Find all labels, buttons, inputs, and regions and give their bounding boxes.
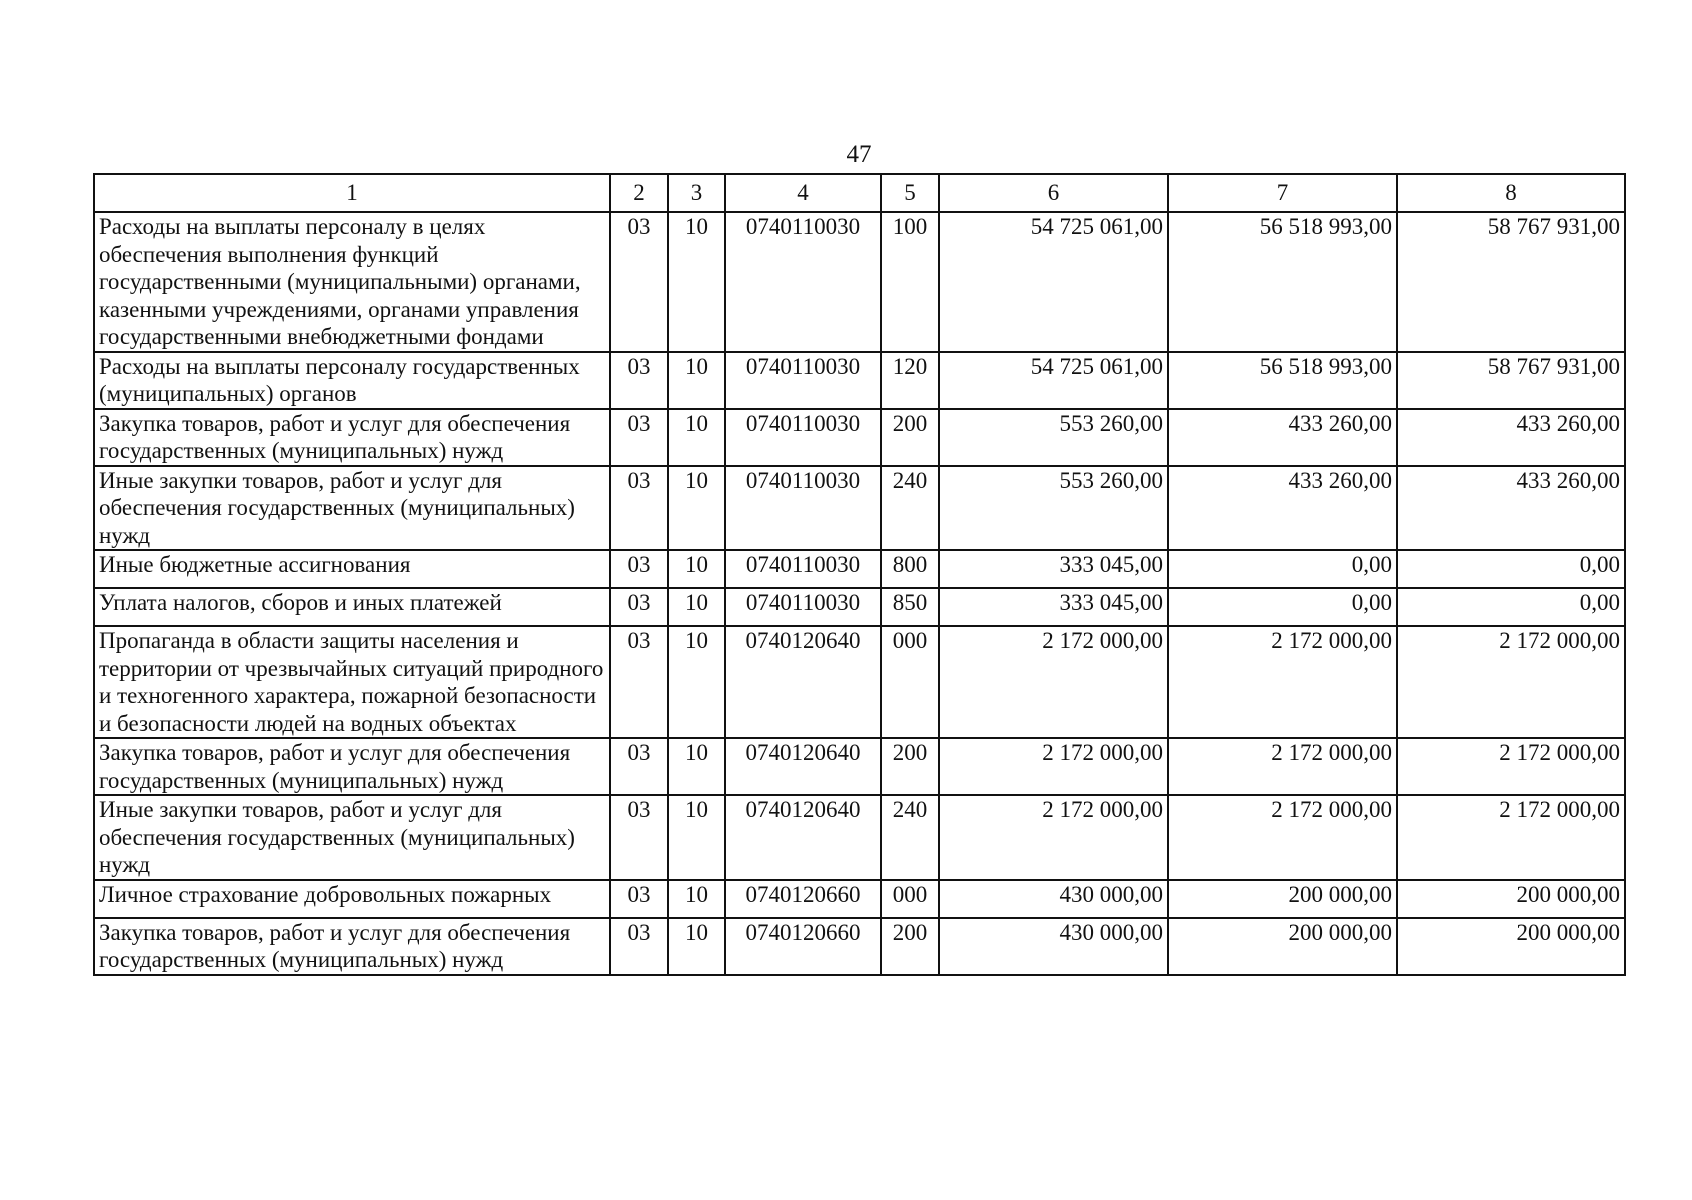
expense-type-code: 200	[881, 918, 939, 975]
amount-cell: 333 045,00	[939, 588, 1168, 626]
section-code: 03	[610, 588, 668, 626]
target-code: 0740110030	[725, 212, 881, 352]
table-row	[94, 588, 1625, 626]
expense-type-code: 240	[881, 795, 939, 880]
table-row	[94, 409, 1625, 466]
amount-cell: 54 725 061,00	[939, 352, 1168, 409]
amount-cell: 2 172 000,00	[1168, 795, 1397, 880]
table-row	[94, 352, 1625, 409]
table-header-row	[94, 174, 1625, 212]
amount-cell: 200 000,00	[1168, 918, 1397, 975]
amount-cell: 2 172 000,00	[939, 738, 1168, 795]
amount-cell: 430 000,00	[939, 918, 1168, 975]
target-code: 0740120640	[725, 795, 881, 880]
amount-cell: 433 260,00	[1397, 409, 1625, 466]
amount-cell: 433 260,00	[1397, 466, 1625, 551]
row-name: Расходы на выплаты персоналу в целях обеспечения выполнения функций государственными (муниципальными) органами, казенными учреждениями, органами управления государственными внебюджетными фондами	[94, 212, 610, 352]
expense-type-code: 000	[881, 880, 939, 918]
expense-type-code: 200	[881, 409, 939, 466]
amount-cell: 553 260,00	[939, 466, 1168, 551]
page-number	[0, 140, 1692, 170]
amount-cell: 2 172 000,00	[939, 795, 1168, 880]
target-code: 0740110030	[725, 409, 881, 466]
target-code: 0740110030	[725, 352, 881, 409]
subsection-code: 10	[668, 352, 725, 409]
row-name: Иные бюджетные ассигнования	[94, 550, 610, 588]
amount-cell: 56 518 993,00	[1168, 352, 1397, 409]
amount-cell: 200 000,00	[1168, 880, 1397, 918]
target-code: 0740110030	[725, 550, 881, 588]
expense-type-code: 240	[881, 466, 939, 551]
table-row	[94, 626, 1625, 738]
target-code: 0740120640	[725, 738, 881, 795]
amount-cell: 0,00	[1397, 588, 1625, 626]
section-code: 03	[610, 738, 668, 795]
subsection-code: 10	[668, 795, 725, 880]
table-row	[94, 550, 1625, 588]
column-header: 8	[1397, 174, 1625, 212]
amount-cell: 0,00	[1168, 550, 1397, 588]
row-name: Закупка товаров, работ и услуг для обеспечения государственных (муниципальных) нужд	[94, 918, 610, 975]
table-row	[94, 795, 1625, 880]
amount-cell: 58 767 931,00	[1397, 212, 1625, 352]
section-code: 03	[610, 409, 668, 466]
table-row	[94, 880, 1625, 918]
row-name: Уплата налогов, сборов и иных платежей	[94, 588, 610, 626]
column-header: 3	[668, 174, 725, 212]
amount-cell: 2 172 000,00	[1397, 626, 1625, 738]
target-code: 0740110030	[725, 588, 881, 626]
column-header: 2	[610, 174, 668, 212]
amount-cell: 2 172 000,00	[1397, 795, 1625, 880]
expense-type-code: 800	[881, 550, 939, 588]
column-header: 7	[1168, 174, 1397, 212]
amount-cell: 2 172 000,00	[1168, 738, 1397, 795]
table-row	[94, 918, 1625, 975]
amount-cell: 433 260,00	[1168, 466, 1397, 551]
expense-type-code: 120	[881, 352, 939, 409]
amount-cell: 0,00	[1168, 588, 1397, 626]
expense-type-code: 000	[881, 626, 939, 738]
subsection-code: 10	[668, 409, 725, 466]
amount-cell: 2 172 000,00	[939, 626, 1168, 738]
amount-cell: 200 000,00	[1397, 880, 1625, 918]
subsection-code: 10	[668, 880, 725, 918]
section-code: 03	[610, 918, 668, 975]
expense-type-code: 200	[881, 738, 939, 795]
amount-cell: 58 767 931,00	[1397, 352, 1625, 409]
subsection-code: 10	[668, 550, 725, 588]
section-code: 03	[610, 352, 668, 409]
target-code: 0740120660	[725, 880, 881, 918]
row-name: Расходы на выплаты персоналу государственных (муниципальных) органов	[94, 352, 610, 409]
page-number-text: 47	[846, 141, 872, 168]
amount-cell: 2 172 000,00	[1168, 626, 1397, 738]
section-code: 03	[610, 212, 668, 352]
row-name: Закупка товаров, работ и услуг для обеспечения государственных (муниципальных) нужд	[94, 738, 610, 795]
amount-cell: 433 260,00	[1168, 409, 1397, 466]
row-name: Личное страхование добровольных пожарных	[94, 880, 610, 918]
subsection-code: 10	[668, 588, 725, 626]
expense-type-code: 850	[881, 588, 939, 626]
amount-cell: 0,00	[1397, 550, 1625, 588]
column-header: 6	[939, 174, 1168, 212]
target-code: 0740120660	[725, 918, 881, 975]
row-name: Иные закупки товаров, работ и услуг для обеспечения государственных (муниципальных) нужд	[94, 466, 610, 551]
amount-cell: 333 045,00	[939, 550, 1168, 588]
budget-table	[93, 173, 1626, 976]
subsection-code: 10	[668, 918, 725, 975]
amount-cell: 553 260,00	[939, 409, 1168, 466]
amount-cell: 430 000,00	[939, 880, 1168, 918]
column-header: 1	[94, 174, 610, 212]
target-code: 0740120640	[725, 626, 881, 738]
table-row	[94, 212, 1625, 352]
column-header: 4	[725, 174, 881, 212]
subsection-code: 10	[668, 626, 725, 738]
row-name: Иные закупки товаров, работ и услуг для обеспечения государственных (муниципальных) нужд	[94, 795, 610, 880]
subsection-code: 10	[668, 212, 725, 352]
row-name: Пропаганда в области защиты населения и территории от чрезвычайных ситуаций природного и техногенного характера, пожарной безопасности и безопасности людей на водных объектах	[94, 626, 610, 738]
section-code: 03	[610, 880, 668, 918]
subsection-code: 10	[668, 466, 725, 551]
section-code: 03	[610, 466, 668, 551]
section-code: 03	[610, 795, 668, 880]
amount-cell: 2 172 000,00	[1397, 738, 1625, 795]
target-code: 0740110030	[725, 466, 881, 551]
section-code: 03	[610, 626, 668, 738]
expense-type-code: 100	[881, 212, 939, 352]
table-row	[94, 466, 1625, 551]
amount-cell: 54 725 061,00	[939, 212, 1168, 352]
table-row	[94, 738, 1625, 795]
column-header: 5	[881, 174, 939, 212]
section-code: 03	[610, 550, 668, 588]
subsection-code: 10	[668, 738, 725, 795]
row-name: Закупка товаров, работ и услуг для обеспечения государственных (муниципальных) нужд	[94, 409, 610, 466]
amount-cell: 200 000,00	[1397, 918, 1625, 975]
amount-cell: 56 518 993,00	[1168, 212, 1397, 352]
table-body	[94, 212, 1625, 975]
